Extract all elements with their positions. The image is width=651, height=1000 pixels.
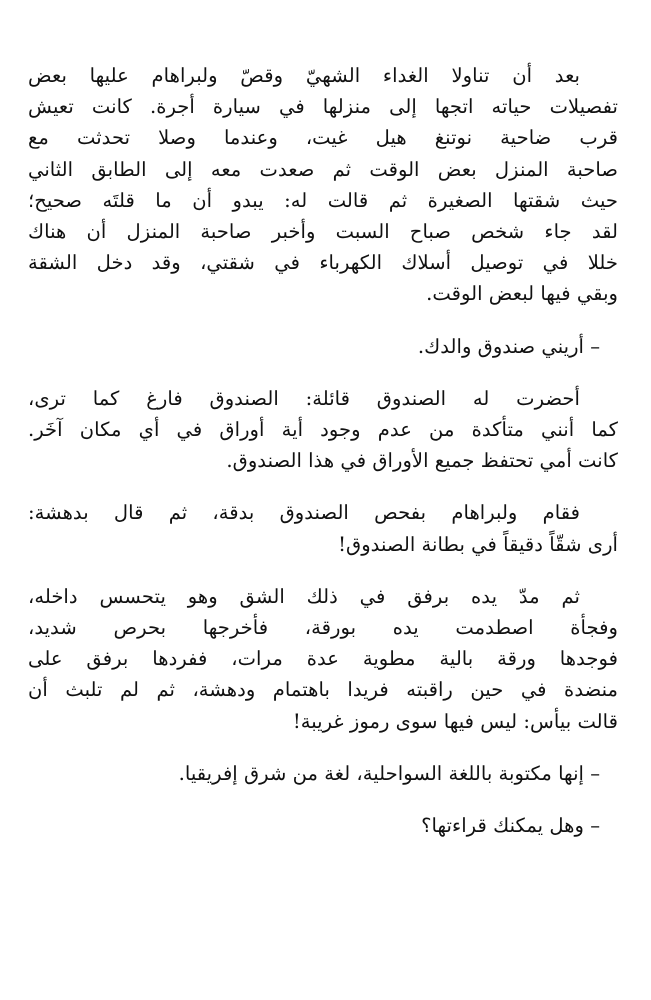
paragraph-2 — [28, 383, 618, 477]
paragraph-4 — [28, 581, 618, 737]
text-line: – إنها مكتوبة باللغة السواحلية، لغة من شرق إفريقيا. — [178, 761, 600, 785]
text-line: – وهل يمكنك قراءتها؟ — [421, 814, 600, 838]
text-line: فقام ولبراهام بفحص الصندوق بدقة، ثم قال بدهشة: — [28, 501, 580, 525]
text-line: كانت أمي تحتفظ جميع الأوراق في هذا الصندوق. — [226, 449, 618, 473]
text-line: تفصيلات حياته اتجها إلى منزلها في سيارة أجرة. كانت تعيش — [28, 95, 618, 119]
text-line: قرب ضاحية نوتنغ هيل غيت، وعندما وصلا تحدثت مع — [28, 126, 618, 150]
text-line: ثم مدّ يده برفق في ذلك الشق وهو يتحسس داخله، — [28, 584, 580, 608]
text-line: لقد جاء شخص صباح السبت وأخبر صاحبة المنزل أن هناك — [28, 220, 618, 244]
text-line: بعد أن تناولا الغداء الشهيّ وقصّ ولبراهام عليها بعض — [28, 64, 580, 87]
text-line: كما أنني متأكدة من عدم وجود أية أوراق في أي مكان آخَر. — [28, 418, 618, 442]
paragraph-1 — [28, 60, 618, 310]
dialog-line-2 — [28, 758, 618, 789]
dialog-line-3 — [28, 810, 618, 841]
text-line: – أريني صندوق والدك. — [417, 334, 600, 358]
dialog-line-1 — [28, 331, 618, 362]
text-line: وبقي فيها لبعض الوقت. — [426, 282, 618, 306]
text-line: وفجأة اصطدمت يده بورقة، فأخرجها بحرص شديد، — [28, 616, 618, 640]
text-line: خللا في توصيل أسلاك الكهرباء في شقتي، وقد دخل الشقة — [28, 251, 618, 275]
text-line: صاحبة المنزل بعض الوقت ثم صعدت معه إلى الطابق الثاني — [28, 157, 618, 181]
text-line: فوجدها ورقة بالية مطوية عدة مرات، ففردها برفق على — [28, 647, 618, 671]
paragraph-3 — [28, 497, 618, 559]
text-line: حيث شقتها الصغيرة ثم قالت له: يبدو أن ما قلتَه صحيح؛ — [28, 188, 618, 212]
text-line: أرى شقّاً دقيقاً في بطانة الصندوق! — [338, 532, 618, 556]
text-line: منضدة في حين راقبته فريدا باهتمام ودهشة، ثم لم تلبث أن — [28, 678, 618, 702]
text-line: قالت بيأس: ليس فيها سوى رموز غريبة! — [292, 709, 618, 733]
text-line: أحضرت له الصندوق قائلة: الصندوق فارغ كما ترى، — [28, 386, 580, 410]
